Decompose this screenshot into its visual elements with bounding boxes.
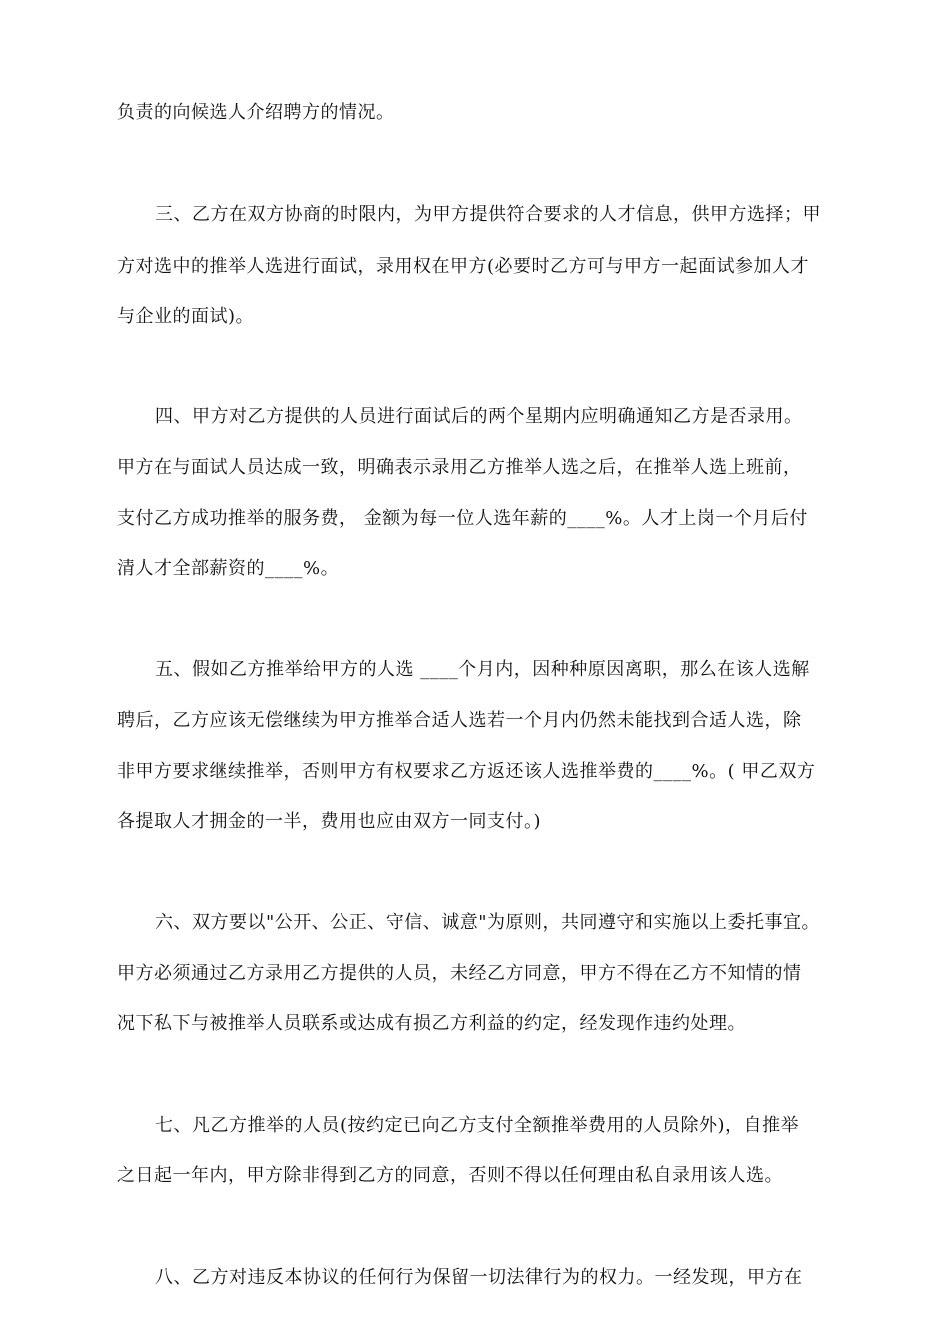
paragraph-line: 七、凡乙方推举的人员(按约定已向乙方支付全额推举费用的人员除外)，自推举 <box>155 1115 800 1136</box>
paragraph-line: 支付乙方成功推举的服务费， 金额为每一位人选年薪的____%。人才上岗一个月后付 <box>117 508 808 529</box>
paragraph-line: 清人才全部薪资的____%。 <box>117 558 340 579</box>
paragraph-line: 与企业的面试)。 <box>117 306 255 327</box>
paragraph-line: 甲方必须通过乙方录用乙方提供的人员，未经乙方同意，甲方不得在乙方不知情的情 <box>117 963 802 984</box>
paragraph-line: 八、乙方对违反本协议的任何行为保留一切法律行为的权力。一经发现，甲方在 <box>155 1267 803 1288</box>
paragraph-line: 非甲方要求继续推举，否则甲方有权要求乙方返还该人选推举费的____%。( 甲乙双方 <box>117 761 816 782</box>
paragraph-line: 六、双方要以"公开、公正、守信、诚意"为原则，共同遵守和实施以上委托事宜。 <box>155 912 821 933</box>
paragraph-line: 四、甲方对乙方提供的人员进行面试后的两个星期内应明确通知乙方是否录用。 <box>155 406 803 427</box>
paragraph-line: 方对选中的推举人选进行面试，录用权在甲方(必要时乙方可与甲方一起面试参加人才 <box>117 256 810 277</box>
paragraph-line: 负责的向候选人介绍聘方的情况。 <box>117 102 395 123</box>
paragraph-line: 之日起一年内，甲方除非得到乙方的同意，否则不得以任何理由私自录用该人选。 <box>117 1165 783 1186</box>
paragraph-line: 聘后，乙方应该无偿继续为甲方推举合适人选若一个月内仍然未能找到合适人选，除 <box>117 710 802 731</box>
paragraph-line: 况下私下与被推举人员联系或达成有损乙方利益的约定，经发现作违约处理。 <box>117 1013 746 1034</box>
paragraph-line: 三、乙方在双方协商的时限内，为甲方提供符合要求的人才信息，供甲方选择；甲 <box>155 204 821 225</box>
paragraph-line: 甲方在与面试人员达成一致，明确表示录用乙方推举人选之后，在推举人选上班前， <box>117 457 802 478</box>
paragraph-line: 各提取人才拥金的一半，费用也应由双方一同支付。) <box>117 811 542 832</box>
paragraph-line: 五、假如乙方推举给甲方的人选 ____个月内，因种种原因离职，那么在该人选解 <box>155 659 810 680</box>
